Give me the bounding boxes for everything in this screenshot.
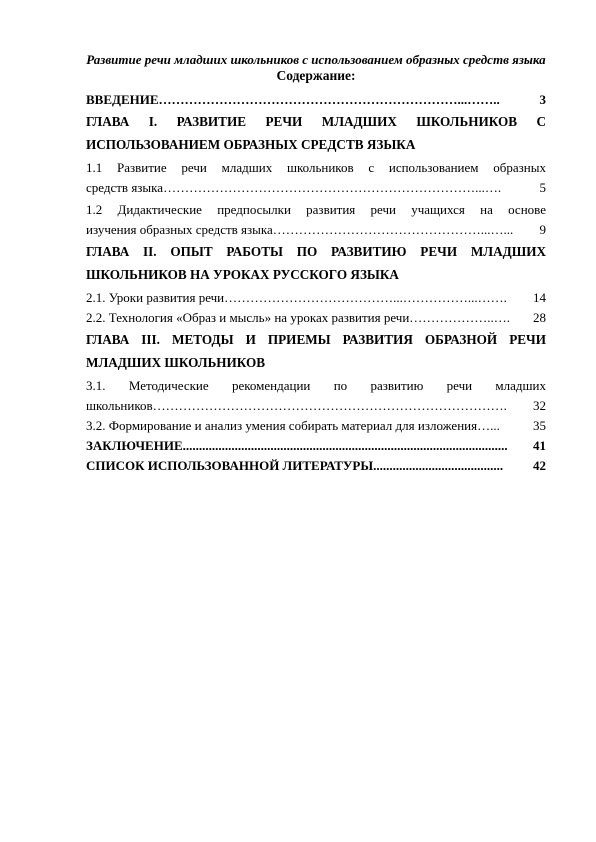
toc-leader: ……………………………………………………………...……..: [158, 92, 500, 107]
toc-leader: ........................................: [373, 458, 504, 473]
toc-heading: Содержание:: [276, 68, 356, 83]
toc-entry-text: школьников: [86, 398, 153, 413]
document-title: Развитие речи младших школьников с использованием образных средств языка: [86, 52, 546, 67]
toc-entry-2-1[interactable]: [86, 288, 546, 308]
toc-entry-1-1[interactable]: [86, 158, 546, 198]
toc-entry-text: СПИСОК ИСПОЛЬЗОВАННОЙ ЛИТЕРАТУРЫ: [86, 458, 374, 473]
toc-entry-chapter1[interactable]: [86, 110, 546, 156]
toc-entry-line: 1.2 Дидактические предпосылки развития речи учащихся на основе: [86, 202, 546, 217]
toc-entry-references[interactable]: [86, 456, 546, 476]
toc-page-number: 42: [533, 458, 546, 473]
toc-entry-intro[interactable]: [86, 90, 546, 110]
toc-page-number: 32: [533, 398, 546, 413]
toc-entry-chapter2[interactable]: [86, 240, 546, 286]
toc-entry-text: 3.2. Формирование и анализ умения собирать материал для изложения: [86, 418, 478, 433]
toc-page-number: 35: [533, 418, 546, 433]
toc-chapter-line: ГЛАВА I. РАЗВИТИЕ РЕЧИ МЛАДШИХ ШКОЛЬНИКОВ С: [86, 114, 546, 129]
toc-leader: …………………………………………...…...: [272, 222, 514, 237]
toc-page-number: 9: [539, 222, 546, 237]
toc-entry-text: изучения образных средств языка: [86, 222, 273, 237]
toc-entry-text: ВВЕДЕНИЕ: [86, 92, 159, 107]
toc-chapter-line: ИСПОЛЬЗОВАНИЕМ ОБРАЗНЫХ СРЕДСТВ ЯЗЫКА: [86, 137, 416, 152]
toc-leader: …...: [477, 418, 500, 433]
toc-page-number: 14: [533, 290, 546, 305]
toc-entry-line: 3.1. Методические рекомендации по развитию речи младших: [86, 378, 546, 393]
toc-page-number: 41: [533, 438, 546, 453]
toc-entry-2-2[interactable]: [86, 308, 546, 328]
toc-page-number: 28: [533, 310, 546, 325]
toc-leader: ……………………………………………………………………….: [152, 398, 507, 413]
toc-entry-conclusion[interactable]: [86, 436, 546, 456]
toc-entry-text: 2.1. Уроки развития речи: [86, 290, 225, 305]
toc-entry-line: 1.1 Развитие речи младших школьников с использованием образных: [86, 160, 546, 175]
toc-chapter-line: ГЛАВА II. ОПЫТ РАБОТЫ ПО РАЗВИТИЮ РЕЧИ МЛАДШИХ: [86, 244, 546, 259]
toc-leader: ………………………………………………………………...….: [163, 180, 502, 195]
toc-entry-3-1[interactable]: [86, 376, 546, 416]
toc-entry-text: ЗАКЛЮЧЕНИЕ: [86, 438, 183, 453]
toc-chapter-line: ГЛАВА III. МЕТОДЫ И ПРИЕМЫ РАЗВИТИЯ ОБРАЗНОЙ РЕЧИ: [86, 332, 546, 347]
toc-entry-chapter3[interactable]: [86, 328, 546, 374]
toc-entry-3-2[interactable]: [86, 416, 546, 436]
toc-page-number: 3: [539, 92, 546, 107]
toc-leader: ....................................................................................................: [182, 438, 508, 453]
toc-entry-text: 2.2. Технология «Образ и мысль» на уроках развития речи: [86, 310, 410, 325]
toc-chapter-line: ШКОЛЬНИКОВ НА УРОКАХ РУССКОГО ЯЗЫКА: [86, 267, 399, 282]
toc-entry-text: средств языка: [86, 180, 164, 195]
toc-page-number: 5: [539, 180, 546, 195]
toc-chapter-line: МЛАДШИХ ШКОЛЬНИКОВ: [86, 355, 266, 370]
toc-leader: ………………..….: [409, 310, 511, 325]
toc-entry-1-2[interactable]: [86, 200, 546, 240]
toc-leader: …………………………………...……………...…….: [224, 290, 507, 305]
